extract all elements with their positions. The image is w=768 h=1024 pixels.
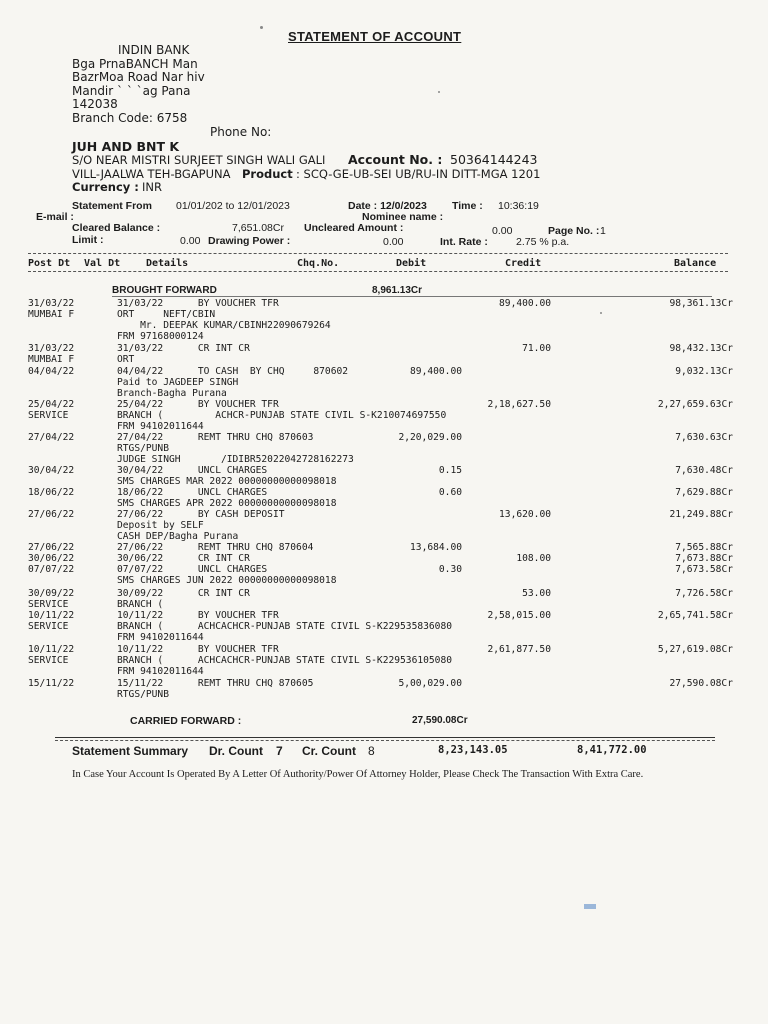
post-date: 07/07/22 — [28, 564, 75, 575]
debit-amount: 5,00,029.00 — [398, 678, 462, 689]
transaction-detail-line: SMS CHARGES MAR 2022 00000000000098018 — [117, 476, 337, 487]
transaction-detail-line: 07/07/22 UNCL CHARGES — [117, 564, 268, 575]
credit-amount: 108.00 — [516, 553, 551, 564]
post-date: 10/11/22 — [28, 644, 75, 655]
drawing-power-value: 0.00 — [383, 236, 404, 248]
email-label: E-mail : — [36, 211, 74, 223]
footer-note: In Case Your Account Is Operated By A Letter Of Authority/Power Of Attorney Holder, Please Check The Transaction With Extra Care. — [72, 769, 644, 780]
customer-name: JUH AND BNT K — [72, 139, 180, 154]
summary-top-rule-2 — [55, 740, 715, 741]
post-date-branch: SERVICE — [28, 599, 69, 610]
post-date: 27/06/22 — [28, 509, 75, 520]
time-label: Time : — [452, 200, 483, 212]
balance-amount: 21,249.88Cr — [669, 509, 733, 520]
cleared-balance-label: Cleared Balance : — [72, 222, 161, 234]
post-date: 27/04/22 — [28, 432, 75, 443]
uncleared-amount-label: Uncleared Amount : — [304, 222, 404, 234]
transaction-detail-line: BRANCH ( ACHCACHCR-PUNJAB STATE CIVIL S-K229536105080 — [117, 655, 453, 666]
carried-forward-value: 27,590.08Cr — [412, 715, 468, 726]
transaction-detail-line: CASH DEP/Bagha Purana — [117, 531, 239, 542]
credit-amount: 89,400.00 — [499, 298, 551, 309]
scan-speck — [600, 312, 602, 314]
transaction-detail-line: FRM 94102011644 — [117, 632, 204, 643]
post-date: 27/06/22 — [28, 542, 75, 553]
transaction-detail-line: 31/03/22 BY VOUCHER TFR — [117, 298, 279, 309]
credit-total: 8,41,772.00 — [577, 744, 647, 756]
cr-count-value: 8 — [368, 744, 375, 758]
post-date-branch: MUMBAI F — [28, 309, 75, 320]
scan-speck — [438, 91, 440, 93]
post-date: 30/09/22 — [28, 588, 75, 599]
transaction-detail-line: 10/11/22 BY VOUCHER TFR — [117, 610, 279, 621]
balance-amount: 27,590.08Cr — [669, 678, 733, 689]
debit-amount: 0.60 — [438, 487, 462, 498]
transaction-detail-line: Mr. DEEPAK KUMAR/CBINH22090679264 — [117, 320, 331, 331]
interest-rate-label: Int. Rate : — [440, 236, 488, 248]
balance-amount: 98,432.13Cr — [669, 343, 733, 354]
transaction-detail-line: ORT NEFT/CBIN — [117, 309, 216, 320]
brought-forward-value: 8,961.13Cr — [372, 285, 423, 296]
transaction-detail-line: 25/04/22 BY VOUCHER TFR — [117, 399, 279, 410]
balance-amount: 7,629.88Cr — [675, 487, 733, 498]
transaction-detail-line: 30/06/22 CR INT CR — [117, 553, 250, 564]
post-date-branch: SERVICE — [28, 621, 69, 632]
transaction-detail-line: SMS CHARGES JUN 2022 00000000000098018 — [117, 575, 337, 586]
scan-speck — [260, 26, 263, 29]
balance-amount: 7,673.58Cr — [675, 564, 733, 575]
debit-amount: 13,684.00 — [410, 542, 462, 553]
bank-pincode: 142038 — [72, 97, 118, 111]
phone-label: Phone No: — [210, 125, 272, 139]
currency-value: INR — [142, 180, 162, 194]
post-date: 31/03/22 — [28, 298, 75, 309]
account-no-label: Account No. : — [348, 152, 443, 167]
transaction-detail-line: 04/04/22 TO CASH BY CHQ 870602 — [117, 366, 349, 377]
col-val-dt: Val Dt — [84, 258, 121, 269]
transaction-detail-line: Deposit by SELF — [117, 520, 204, 531]
summary-top-rule — [55, 737, 715, 738]
transaction-detail-line: 15/11/22 REMT THRU CHQ 870605 — [117, 678, 314, 689]
transaction-detail-line: BRANCH ( ACHCACHCR-PUNJAB STATE CIVIL S-K229535836080 — [117, 621, 453, 632]
balance-amount: 7,565.88Cr — [675, 542, 733, 553]
transaction-detail-line: 27/06/22 REMT THRU CHQ 870604 — [117, 542, 314, 553]
col-details: Details — [146, 258, 189, 269]
bank-details — [72, 44, 205, 125]
col-post-dt: Post Dt — [28, 258, 71, 269]
debit-total: 8,23,143.05 — [438, 744, 508, 756]
post-date: 15/11/22 — [28, 678, 75, 689]
col-credit: Credit — [505, 258, 542, 269]
credit-amount: 71.00 — [522, 343, 551, 354]
transaction-detail-line: BRANCH ( ACHCR-PUNJAB STATE CIVIL S-K210074697550 — [117, 410, 447, 421]
post-date: 25/04/22 — [28, 399, 75, 410]
product-label: Product — [242, 167, 293, 181]
scan-mark — [584, 904, 596, 909]
cleared-balance-value: 7,651.08Cr — [232, 222, 284, 234]
header-bottom-rule — [28, 271, 728, 272]
col-debit: Debit — [396, 258, 427, 269]
limit-label: Limit : — [72, 234, 104, 246]
balance-amount: 7,630.63Cr — [675, 432, 733, 443]
brought-forward-label: BROUGHT FORWARD — [112, 285, 217, 296]
page-no-value: 1 — [600, 225, 606, 237]
post-date: 18/06/22 — [28, 487, 75, 498]
transaction-detail-line: FRM 94102011644 — [117, 666, 204, 677]
product-value: : SCQ-GE-UB-SEI UB/RU-IN DITT-MGA 1201 — [296, 167, 541, 181]
bank-address-line: Bga PrnaBANCH Man — [72, 56, 198, 71]
post-date: 31/03/22 — [28, 343, 75, 354]
time-value: 10:36:19 — [498, 200, 539, 212]
col-chq-no: Chq.No. — [297, 258, 340, 269]
balance-amount: 7,673.88Cr — [675, 553, 733, 564]
header-top-rule — [28, 253, 728, 254]
debit-amount: 89,400.00 — [410, 366, 462, 377]
cr-count-label: Cr. Count — [302, 744, 356, 758]
transaction-detail-line: RTGS/PUNB — [117, 689, 169, 700]
carried-forward-label: CARRIED FORWARD : — [130, 715, 242, 727]
transaction-detail-line: JUDGE SINGH /IDIBR52022042728162273 — [117, 454, 354, 465]
credit-amount: 13,620.00 — [499, 509, 551, 520]
post-date: 30/06/22 — [28, 553, 75, 564]
drawing-power-label: Drawing Power : — [208, 235, 291, 247]
col-balance: Balance — [674, 258, 717, 269]
interest-rate-value: 2.75 % p.a. — [516, 236, 570, 248]
bank-address-line: Mandir ` ` `ag Pana — [72, 83, 191, 98]
post-date-branch: SERVICE — [28, 410, 69, 421]
credit-amount: 2,61,877.50 — [487, 644, 551, 655]
transaction-detail-line: 30/09/22 CR INT CR — [117, 588, 250, 599]
balance-amount: 9,032.13Cr — [675, 366, 733, 377]
transaction-detail-line: 18/06/22 UNCL CHARGES — [117, 487, 268, 498]
post-date: 30/04/22 — [28, 465, 75, 476]
dr-count-label: Dr. Count — [209, 744, 263, 758]
credit-amount: 2,58,015.00 — [487, 610, 551, 621]
customer-address-line2: VILL-JAALWA TEH-BGAPUNA — [72, 167, 231, 181]
debit-amount: 2,20,029.00 — [398, 432, 462, 443]
credit-amount: 2,18,627.50 — [487, 399, 551, 410]
post-date: 10/11/22 — [28, 610, 75, 621]
transaction-detail-line: 27/06/22 BY CASH DEPOSIT — [117, 509, 285, 520]
transaction-detail-line: FRM 94102011644 — [117, 421, 204, 432]
nominee-label: Nominee name : — [362, 211, 444, 223]
currency-label: Currency : — [72, 180, 139, 194]
transaction-detail-line: ORT — [117, 354, 135, 365]
post-date-branch: SERVICE — [28, 655, 69, 666]
bf-rule — [112, 296, 712, 297]
transaction-detail-line: 27/04/22 REMT THRU CHQ 870603 — [117, 432, 314, 443]
bank-address-line: BazrMoa Road Nar hiv — [72, 70, 205, 84]
limit-value: 0.00 — [180, 235, 201, 247]
debit-amount: 0.30 — [438, 564, 462, 575]
statement-from-value: 01/01/202 to 12/01/2023 — [176, 200, 290, 212]
balance-amount: 7,630.48Cr — [675, 465, 733, 476]
transaction-detail-line: 30/04/22 UNCL CHARGES — [117, 465, 268, 476]
transaction-detail-line: BRANCH ( — [117, 599, 164, 610]
balance-amount: 2,27,659.63Cr — [657, 399, 733, 410]
credit-amount: 53.00 — [522, 588, 551, 599]
customer-address-line1: S/O NEAR MISTRI SURJEET SINGH WALI GALI — [72, 153, 326, 167]
page-no-label: Page No. : — [548, 225, 600, 237]
debit-amount: 0.15 — [438, 465, 462, 476]
statement-from-label: Statement From — [72, 200, 152, 212]
post-date: 04/04/22 — [28, 366, 75, 377]
account-no-value: 50364144243 — [450, 152, 538, 167]
page-title: STATEMENT OF ACCOUNT — [288, 29, 462, 44]
transaction-detail-line: RTGS/PUNB — [117, 443, 169, 454]
transaction-detail-line: SMS CHARGES APR 2022 00000000000098018 — [117, 498, 337, 509]
transaction-detail-line: Paid to JAGDEEP SINGH — [117, 377, 239, 388]
balance-amount: 5,27,619.08Cr — [657, 644, 733, 655]
balance-amount: 7,726.58Cr — [675, 588, 733, 599]
post-date-branch: MUMBAI F — [28, 354, 75, 365]
statement-summary-label: Statement Summary — [72, 744, 189, 758]
transaction-detail-line: 10/11/22 BY VOUCHER TFR — [117, 644, 279, 655]
transaction-detail-line: FRM 97168000124 — [117, 331, 204, 342]
statement-date: Date : 12/0/2023 — [348, 200, 427, 212]
balance-amount: 98,361.13Cr — [669, 298, 733, 309]
transaction-detail-line: 31/03/22 CR INT CR — [117, 343, 250, 354]
uncleared-amount-value: 0.00 — [492, 225, 513, 237]
branch-code: Branch Code: 6758 — [72, 110, 188, 125]
dr-count-value: 7 — [276, 744, 283, 758]
bank-name: INDIN BANK — [118, 43, 190, 57]
balance-amount: 2,65,741.58Cr — [657, 610, 733, 621]
transaction-detail-line: Branch-Bagha Purana — [117, 388, 227, 399]
